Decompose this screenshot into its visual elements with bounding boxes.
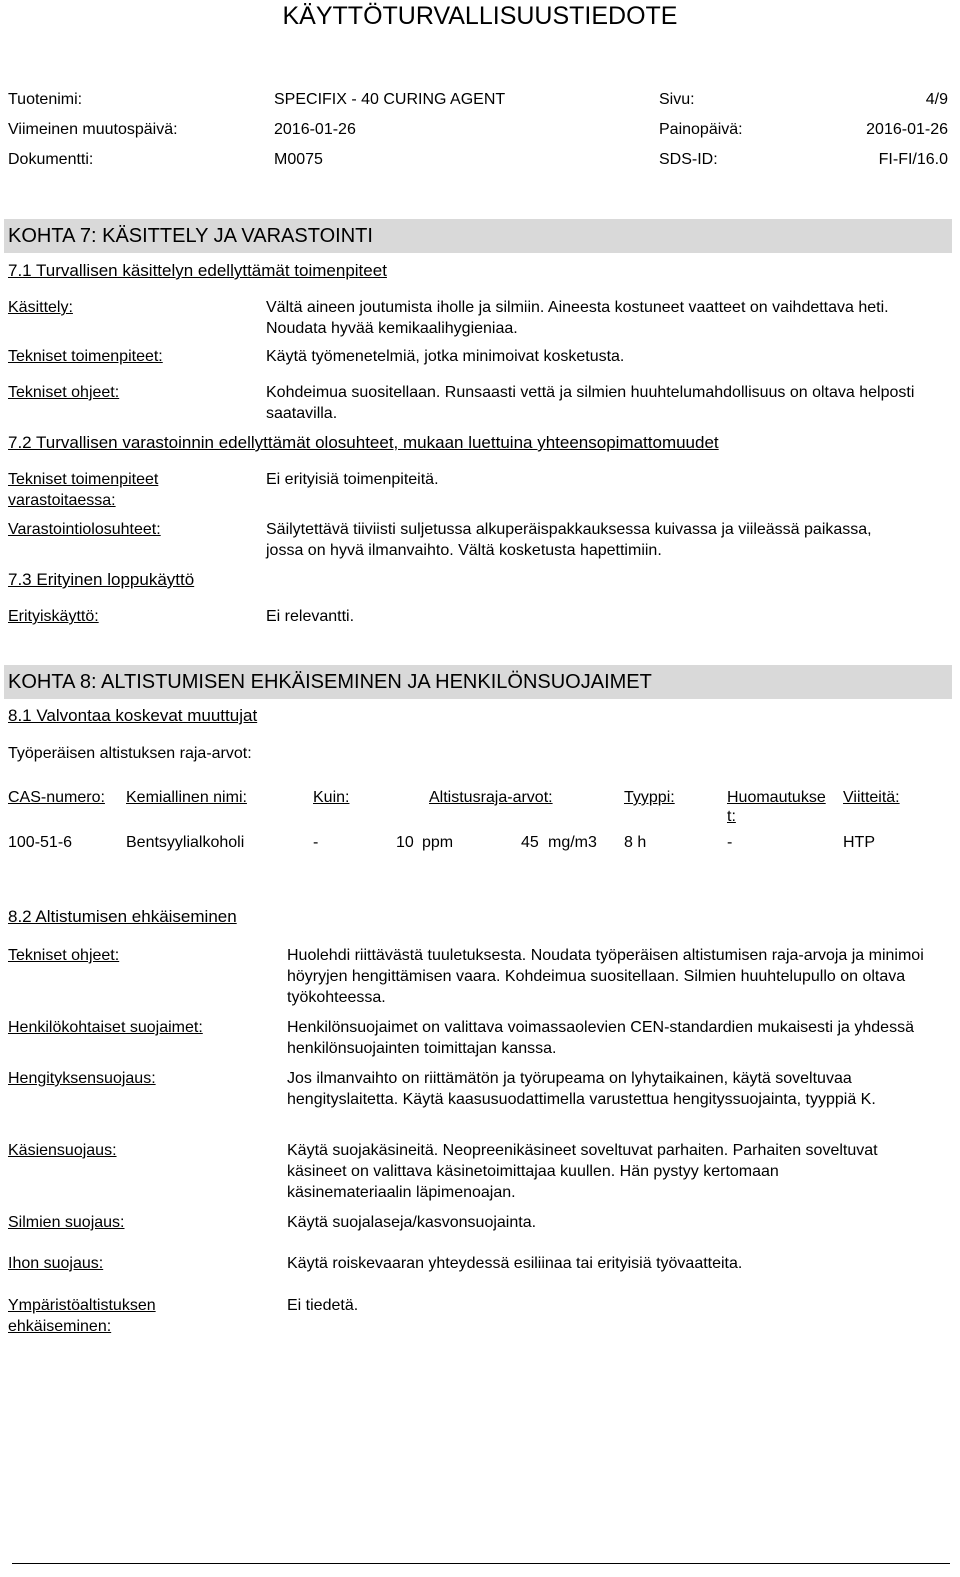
section7-2-heading: 7.2 Turvallisen varastoinnin edellyttämät olosuhteet, mukaan luettuina yhteensopimattomuudet [8,433,719,452]
section7-title: KOHTA 7: KÄSITTELY JA VARASTOINTI [8,225,373,247]
revised-label: Viimeinen muutospäivä: [8,121,178,138]
varastointi-toimenpiteet-text: Ei erityisiä toimenpiteitä. [266,471,439,488]
table-cell-ppm-value: 10 [396,834,414,851]
tekniset-ohjeet-label: Tekniset ohjeet: [8,384,120,401]
page-value: 4/9 [925,91,948,108]
print-value: 2016-01-26 [866,121,948,138]
erityiskaytto-text: Ei relevantti. [266,608,355,625]
table-cell-ppm-unit: ppm [422,834,454,851]
page-label: Sivu: [659,91,695,108]
table-header-type: Tyyppi: [624,789,675,806]
table-header-limits: Altistusraja-arvot: [429,789,553,806]
table-cell-name: Bentsyylialkoholi [126,834,245,851]
table-header-notes: Huomautukse t: [727,789,826,825]
section8-title: KOHTA 8: ALTISTUMISEN EHKÄISEMINEN JA HENKILÖNSUOJAIMET [8,671,652,693]
kasiensuojaus-label: Käsiensuojaus: [8,1142,117,1159]
tekniset-ohjeet-8-label: Tekniset ohjeet: [8,947,120,964]
product-label: Tuotenimi: [8,91,83,108]
tekniset-ohjeet-text: Kohdeimua suositellaan. Runsaasti vettä ja silmien huuhtelumahdollisuus on oltava helposti saatavilla. [266,384,915,422]
table-header-name: Kemiallinen nimi: [126,789,247,806]
section7-1-heading: 7.1 Turvallisen käsittelyn edellyttämät toimenpiteet [8,261,387,280]
product-value: SPECIFIX - 40 CURING AGENT [274,91,506,108]
document-title: KÄYTTÖTURVALLISUUSTIEDOTE [282,2,678,30]
silmiensuojaus-text: Käytä suojalaseja/kasvonsuojainta. [287,1214,537,1231]
sds-value: FI-FI/16.0 [878,151,948,168]
ihonsuojaus-text: Käytä roiskevaaran yhteydessä esiliinaa tai erityisiä työvaatteita. [287,1255,743,1272]
doc-value: M0075 [274,151,323,168]
ymparistoaltistus-label: Ympäristöaltistuksen ehkäiseminen: [8,1297,156,1335]
kasittely-text: Vältä aineen joutumista iholle ja silmiin. Aineesta kostuneet vaatteet on vaihdettava heti. Noudata hyvää kemikaalihygieniaa. [266,299,889,337]
print-label: Painopäivä: [659,121,743,138]
table-cell-notes: - [727,834,733,851]
ihonsuojaus-label: Ihon suojaus: [8,1255,104,1272]
hengityksensuojaus-text: Jos ilmanvaihto on riittämätön ja työrupeama on lyhytaikainen, käytä soveltuvaa hengityslaitetta. Käytä kaasusuodattimella varustettua hengityssuojainta, tyyppiä K. [287,1070,876,1108]
table-cell-mg-value: 45 [521,834,539,851]
revised-value: 2016-01-26 [274,121,356,138]
varastointiolosuhteet-text: Säilytettävä tiiviisti suljetussa alkuperäispakkauksessa kuivassa ja viileässä paikassa, jossa on hyvä ilmanvaihto. Vältä kosketusta hapettimiin. [266,521,872,559]
table-cell-cas: 100-51-6 [8,834,73,851]
kasittely-label: Käsittely: [8,299,73,316]
tekniset-toimenpiteet-text: Käytä työmenetelmiä, jotka minimoivat kosketusta. [266,348,625,365]
henkilokohtaiset-label: Henkilökohtaiset suojaimet: [8,1019,203,1036]
ymparistoaltistus-text: Ei tiedetä. [287,1297,359,1314]
sds-label: SDS-ID: [659,151,718,168]
footer-divider [12,1563,950,1564]
table-cell-kuin: - [313,834,319,851]
table-header-kuin: Kuin: [313,789,350,806]
varastointi-toimenpiteet-label: Tekniset toimenpiteet varastoitaessa: [8,471,159,509]
table-cell-mg-unit: mg/m3 [548,834,597,851]
doc-label: Dokumentti: [8,151,94,168]
section7-3-heading: 7.3 Erityinen loppukäyttö [8,570,195,589]
table-cell-refs: HTP [843,834,875,851]
table-header-refs: Viitteitä: [843,789,900,806]
silmiensuojaus-label: Silmien suojaus: [8,1214,125,1231]
varastointiolosuhteet-label: Varastointiolosuhteet: [8,521,161,538]
section8-2-heading: 8.2 Altistumisen ehkäiseminen [8,907,237,926]
hengityksensuojaus-label: Hengityksensuojaus: [8,1070,156,1087]
tekniset-toimenpiteet-label: Tekniset toimenpiteet: [8,348,163,365]
henkilokohtaiset-text: Henkilönsuojaimet on valittava voimassaolevien CEN-standardien mukaisesti ja yhdessä henkilönsuojainten toimittajan kanssa. [287,1019,914,1057]
kasiensuojaus-text: Käytä suojakäsineitä. Neopreenikäsineet soveltuvat parhaiten. Parhaiten soveltuvat käsineet on valittava käsinetoimittajaa kuullen. Hän pystyy kertomaan käsinemateriaalin läpimenoajan. [287,1142,878,1201]
section8-1-heading: 8.1 Valvontaa koskevat muuttujat [8,706,258,725]
table-cell-type: 8 h [624,834,647,851]
table-header-cas: CAS-numero: [8,789,105,806]
tekniset-ohjeet-8-text: Huolehdi riittävästä tuuletuksesta. Noudata työperäisen altistumisen raja-arvoja ja minimoi höyryjen hengittämisen vaara. Kohdeimua suositellaan. Silmien huuhtelupullo on oltava työkohteessa. [287,947,924,1006]
erityiskaytto-label: Erityiskäyttö: [8,608,99,625]
limits-intro: Työperäisen altistuksen raja-arvot: [8,745,252,762]
